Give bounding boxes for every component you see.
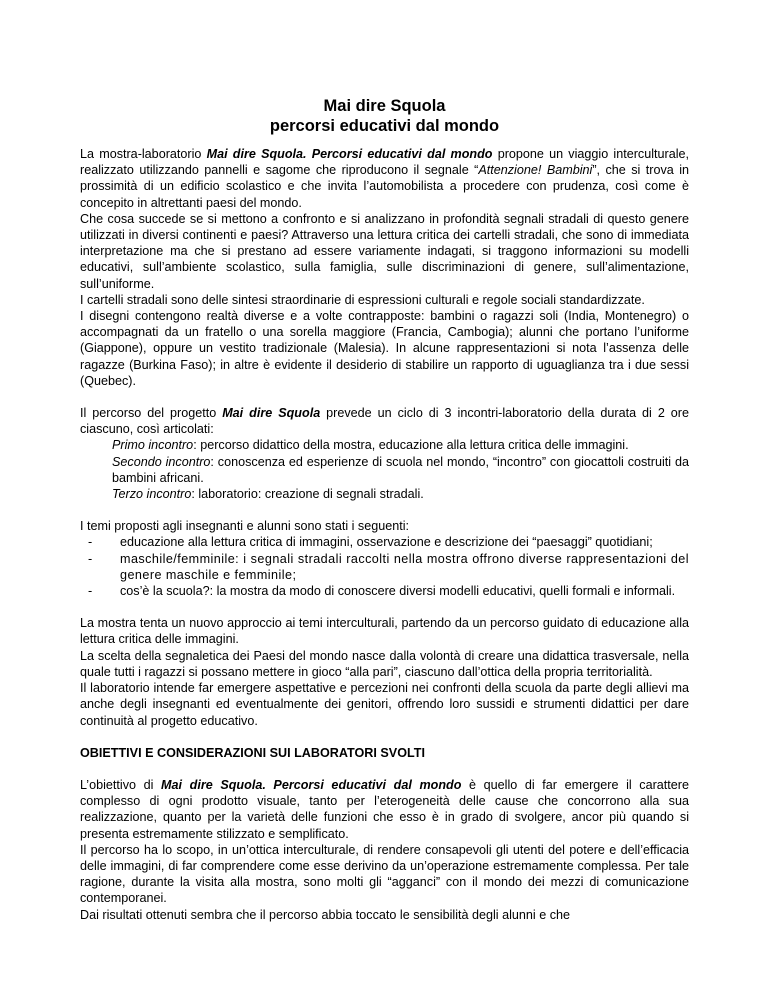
section-heading: OBIETTIVI E CONSIDERAZIONI SUI LABORATORI SVOLTI (80, 745, 425, 760)
approccio-paragraph-3: Il laboratorio intende far emergere aspettative e percezioni nei confronti della scuola da parte degli allievi ma anche degli insegnanti ed eventualmente dei genitori, offrendo loro sussidi e strumenti didattici per dare continuità al progetto educativo. (80, 681, 689, 728)
incontro-text: : percorso didattico della mostra, educazione alla lettura critica delle immagini. (193, 438, 629, 453)
text-span: Il percorso del progetto (80, 406, 223, 421)
intro-paragraph-2: Che cosa succede se si mettono a confronto e si analizzano in profondità segnali stradali di questo genere utilizzati in diversi continenti e paesi? Attraverso una lettura critica dei cartelli stradali, che sono di immediata interpretazione ma che si prestano ad essere variamente indagati, si traggono informazioni su modelli educativi, sull’ambiente scolastico, sulla famiglia, sulle discriminazioni di genere, sull’alimentazione, sull’uniforme. (80, 211, 689, 291)
title-line-2: percorsi educativi dal mondo (269, 117, 500, 135)
incontro-text: : laboratorio: creazione di segnali stradali. (191, 487, 424, 502)
obiettivi-paragraph-1 (80, 777, 689, 842)
text-span: prevede un ciclo di 3 incontri-laboratorio della durata di 2 ore ciascuno, così articolati: (80, 406, 689, 437)
incontro-item (112, 486, 689, 502)
obiettivi-paragraph-2: Il percorso ha lo scopo, in un’ottica interculturale, di rendere consapevoli gli utenti del potere e dell’efficacia delle immagini, di far comprendere come esse derivino da un’operazione estremamente complessa. Per tale ragione, durante la visita alla mostra, sono molti gli “agganci” con il mondo dei mezzi di comunicazione contemporanei. (80, 842, 689, 906)
list-item-text: maschile/femminile: i segnali stradali raccolti nella mostra offrono diverse rappresentazioni del genere maschile e femminile; (120, 551, 689, 582)
list-item-text: educazione alla lettura critica di immagini, osservazione e descrizione dei “paesaggi” quotidiani; (120, 535, 653, 550)
exhibition-name: Mai dire Squola. Percorsi educativi dal mondo (206, 147, 493, 161)
document-title (80, 96, 689, 136)
approccio-paragraph-1: La mostra tenta un nuovo approccio ai temi interculturali, partendo da un percorso guidato di educazione alla lettura critica delle immagini. (80, 616, 689, 647)
text-span: è quello di far emergere il carattere complesso di ogni prodotto visuale, tanto per l’eterogeneità delle cause che concorrono alla sua realizzazione, quanto per la varietà delle funzioni che esso è in grado di svolgere, ancor più quando si presenta estremamente stilizzato e semplificato. (80, 777, 689, 841)
percorso-paragraph (80, 405, 689, 437)
dash-marker: - (88, 535, 93, 550)
dash-marker: - (88, 551, 93, 566)
exhibition-name: Mai dire Squola. Percorsi educativi dal mondo (161, 777, 462, 792)
title-line-1: Mai dire Squola (323, 97, 446, 115)
incontro-label: Primo incontro (112, 438, 194, 453)
approccio-paragraph-2: La scelta della segnaletica dei Paesi del mondo nasce dalla volontà di creare una didattica trasversale, nella quale tutti i ragazzi si possano mettere in gioco “alla pari”, ciascuno dall’ottica della propria territorialità. (80, 648, 689, 679)
text-span: L’obiettivo di (80, 777, 162, 792)
intro-paragraph-3: I cartelli stradali sono delle sintesi straordinarie di espressioni culturali e regole sociali standardizzate. (80, 292, 645, 307)
incontri-list (80, 437, 689, 502)
obiettivi-paragraph-3: Dai risultati ottenuti sembra che il percorso abbia toccato le sensibilità degli alunni e che (80, 907, 571, 922)
temi-list (80, 534, 689, 599)
dash-marker: - (88, 584, 93, 599)
document-page (80, 96, 689, 923)
intro-paragraph-4: I disegni contengono realtà diverse e a volte contrapposte: bambini o ragazzi soli (India, Montenegro) o accompagnati da un fratello o una sorella maggiore (Francia, Cambogia); alunni che portano l’uniforme (Giappone), oppure un vestito tradizionale (Malesia). In alcune rappresentazioni si nota l’assenza delle ragazze (Burkina Faso); in altre è evidente il desiderio di stabilire un rapporto di uguaglianza tra i due sessi (Quebec). (80, 309, 689, 388)
intro-paragraph-1 (80, 146, 689, 211)
incontro-item (112, 454, 689, 486)
list-item (80, 551, 689, 583)
sign-name: Attenzione! Bambini (478, 163, 593, 178)
list-item-text: cos’è la scuola?: la mostra da modo di conoscere diversi modelli educativi, quelli formali e informali. (120, 584, 676, 599)
incontro-item (112, 437, 689, 453)
incontro-label: Terzo incontro (112, 487, 192, 502)
list-item (80, 583, 689, 599)
temi-intro: I temi proposti agli insegnanti e alunni sono stati i seguenti: (80, 519, 410, 534)
incontro-label: Secondo incontro (112, 454, 211, 469)
incontro-text: : conoscenza ed esperienze di scuola nel mondo, “incontro” con giocattoli costruiti da bambini africani. (112, 454, 689, 485)
list-item (80, 534, 689, 550)
project-name: Mai dire Squola (222, 406, 321, 421)
text-span: propone un viaggio interculturale, realizzato utilizzando pannelli e sagome che riproducono il segnale “ (80, 147, 690, 178)
text-span: La mostra-laboratorio (80, 147, 207, 161)
text-span: ”, che si trova in prossimità di un edificio scolastico e che invita l’automobilista a procedere con prudenza, così come è concepito in altrettanti paesi del mondo. (80, 163, 690, 210)
